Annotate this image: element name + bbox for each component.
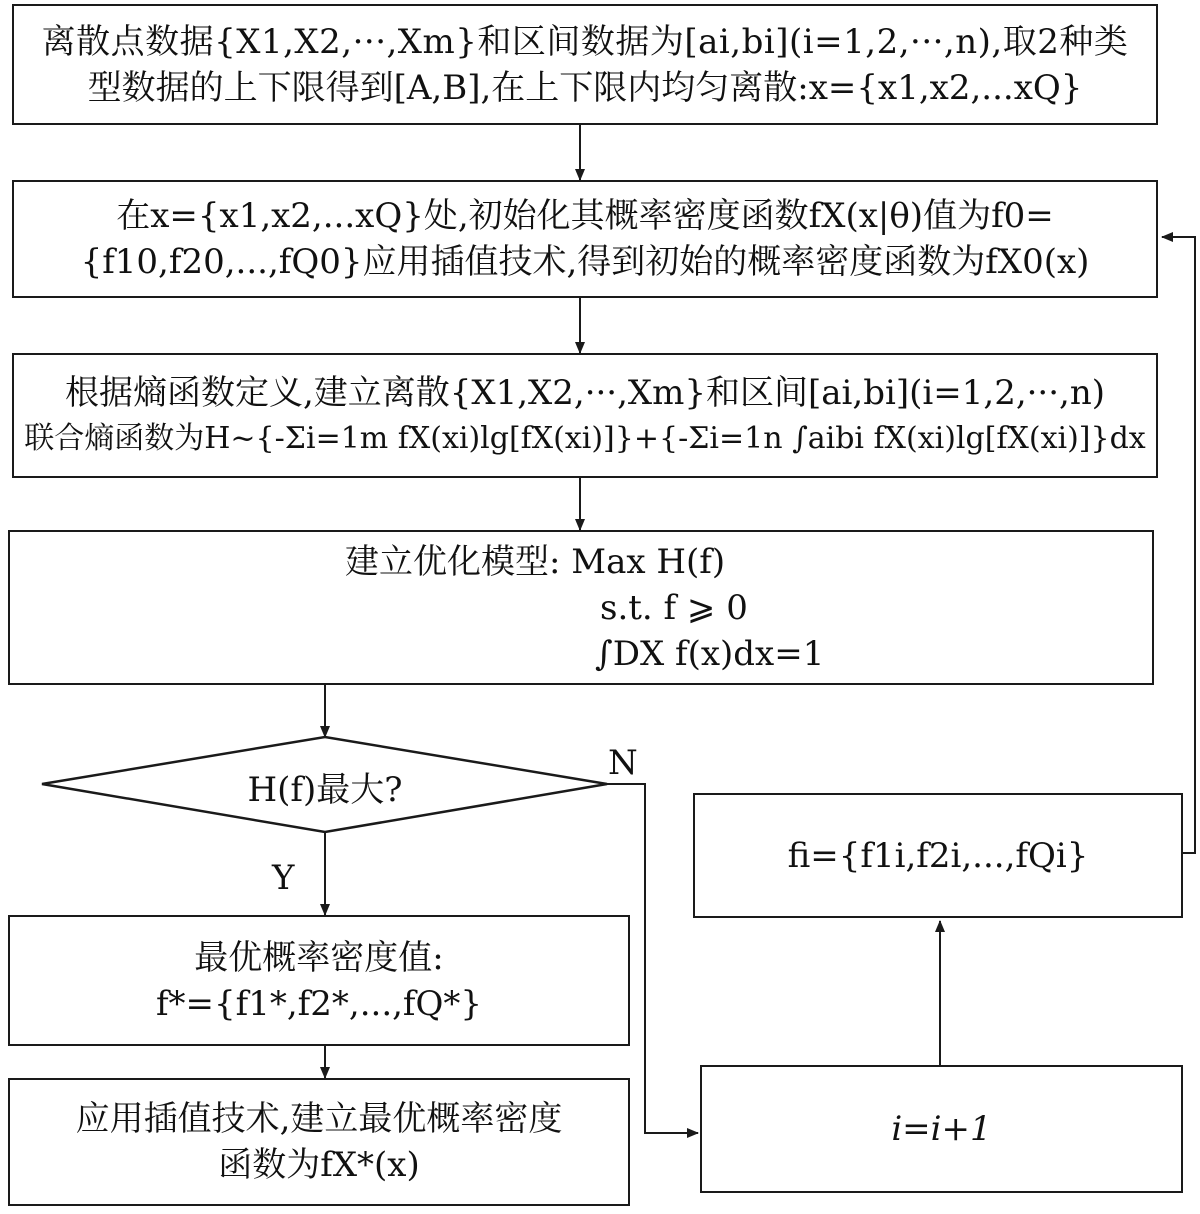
final-box xyxy=(8,1078,630,1206)
decision-text: H(f)最大? xyxy=(247,770,403,810)
discretize-box xyxy=(12,4,1158,125)
entropy-line-2: 联合熵函数为H~{-Σi=1m fX(xi)lg[fX(xi)]}+{-Σi=1n ∫aibi fX(xi)lg[fX(xi)]}dx xyxy=(24,420,1146,456)
initialize-box xyxy=(12,180,1158,298)
initialize-line-1: 在x={x1,x2,...xQ}处,初始化其概率密度函数fX(x|θ)值为f0= xyxy=(116,196,1054,236)
model-box xyxy=(8,530,1154,685)
final-line-2: 函数为fX*(x) xyxy=(218,1145,420,1185)
discretize-line-2: 型数据的上下限得到[A,B],在上下限内均匀离散:x={x1,x2,...xQ} xyxy=(87,67,1083,108)
yes-label: Y xyxy=(272,858,295,898)
entropy-box xyxy=(12,353,1158,478)
optimal-line-1: 最优概率密度值: xyxy=(194,937,444,978)
increment-box xyxy=(700,1065,1183,1193)
no-label: N xyxy=(608,743,638,783)
arrow-update-to-init xyxy=(1162,237,1195,853)
model-line-3: ∫DX f(x)dx=1 xyxy=(595,633,825,674)
optimal-line-2: f*={f1*,f2*,...,fQ*} xyxy=(155,983,483,1024)
initialize-line-2: {f10,f20,...,fQ0}应用插值技术,得到初始的概率密度函数为fX0(x) xyxy=(80,242,1090,282)
optimal-box xyxy=(8,915,630,1046)
model-line-2: s.t. f ⩾ 0 xyxy=(600,587,748,628)
update-text: fi={f1i,f2i,...,fQi} xyxy=(787,835,1089,876)
final-line-1: 应用插值技术,建立最优概率密度 xyxy=(75,1099,563,1139)
model-line-1: 建立优化模型: Max H(f) xyxy=(345,541,726,582)
entropy-line-1: 根据熵函数定义,建立离散{X1,X2,···,Xm}和区间[ai,bi](i=1,2,···,n) xyxy=(64,372,1106,413)
update-box xyxy=(693,793,1183,918)
increment-text: i=i+1 xyxy=(891,1109,992,1149)
discretize-line-1: 离散点数据{X1,X2,···,Xm}和区间数据为[ai,bi](i=1,2,···,n),取2种类 xyxy=(41,21,1129,62)
